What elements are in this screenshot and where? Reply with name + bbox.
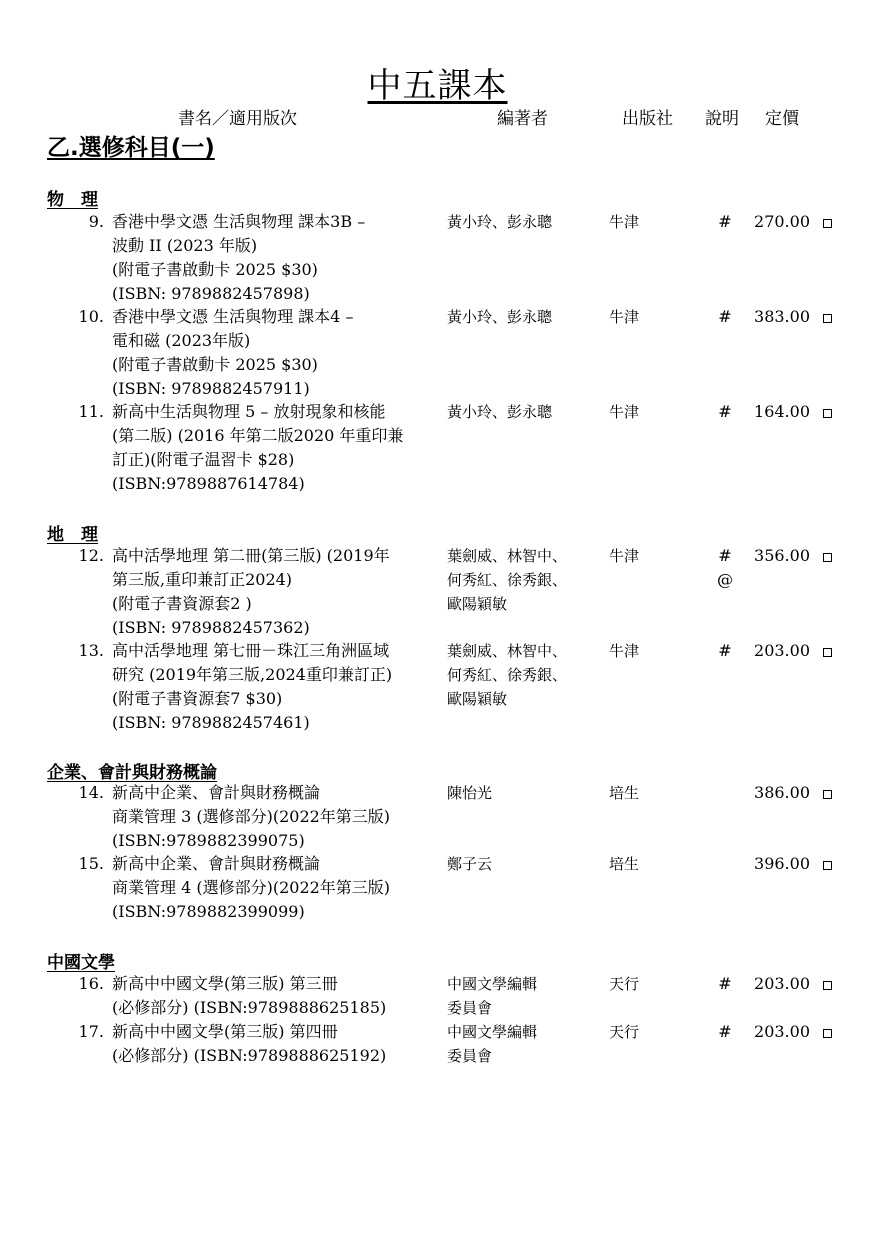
book-title [112,305,442,401]
book-author-line: 委員會 [447,999,493,1017]
book-publisher: 牛津 [609,642,640,660]
book-note-mark: @ [717,570,733,589]
book-author [447,544,607,616]
book-title [112,400,442,496]
book-title-line: 香港中學文憑 生活與物理 課本3B – [112,212,366,231]
book-title-line: 新高中中國文學(第三版) 第四冊 [112,1022,338,1041]
book-number: 13. [78,641,104,660]
book-title-line: 商業管理 3 (選修部分)(2022年第三版) [112,807,391,826]
book-note [712,400,738,424]
order-checkbox[interactable] [823,409,832,418]
book-author [447,1020,607,1068]
book-publisher: 牛津 [609,547,640,565]
book-title-line: (ISBN: 9789882457362) [112,618,310,637]
book-publisher: 天行 [609,1023,640,1041]
book-title [112,210,442,306]
book-number: 11. [78,402,104,421]
order-checkbox[interactable] [823,981,832,990]
book-note-mark [712,852,738,876]
book-title-line: (ISBN:9789882399075) [112,831,305,850]
book-note [712,305,738,329]
order-checkbox[interactable] [823,861,832,870]
book-author-line: 葉劍威、林智中、 [447,642,568,660]
book-title [112,852,442,924]
book-number: 15. [78,854,104,873]
book-title-line: (ISBN: 9789882457911) [112,379,310,398]
order-checkbox[interactable] [823,648,832,657]
book-title-line: 波動 II (2023 年版) [112,236,258,255]
book-author [447,400,607,424]
book-title-line: (ISBN:9789882399099) [112,902,305,921]
book-note-mark [712,781,738,805]
book-note [712,210,738,234]
book-title-line: 第三版,重印兼訂正2024) [112,570,293,589]
book-note [712,781,738,805]
book-title-line: 新高中生活與物理 5 – 放射現象和核能 [112,402,386,421]
book-title-line: (附電子書資源套7 $30) [112,689,283,708]
book-title-line: (ISBN: 9789882457461) [112,713,310,732]
book-note [712,544,738,592]
subject-heading: 企業、會計與財務概論 [47,763,217,783]
book-title-line: 新高中企業、會計與財務概論 [112,854,321,873]
book-author [447,781,607,805]
order-checkbox[interactable] [823,553,832,562]
book-publisher: 牛津 [609,308,640,326]
book-note-mark: # [718,974,732,993]
book-author-line: 黃小玲、彭永聰 [447,403,553,421]
book-author [447,639,607,711]
book-number: 12. [78,546,104,565]
book-title-line: (附電子書啟動卡 2025 $30) [112,355,318,374]
header-price: 定價 [765,109,799,129]
book-publisher: 牛津 [609,213,640,231]
book-author-line: 委員會 [447,1047,493,1065]
subject-heading: 中國文學 [47,953,115,973]
book-author-line: 鄭子云 [447,855,493,873]
book-title [112,639,442,735]
book-author-line: 何秀紅、徐秀銀、 [447,666,568,684]
book-author-line: 歐陽穎敏 [447,690,508,708]
book-title-line: 商業管理 4 (選修部分)(2022年第三版) [112,878,391,897]
book-publisher: 培生 [609,855,640,873]
book-title-line: 新高中中國文學(第三版) 第三冊 [112,974,338,993]
book-author-line: 歐陽穎敏 [447,595,508,613]
page-title: 中五課本 [367,66,508,106]
book-title-line: (附電子書資源套2 ) [112,594,252,613]
header-note: 說明 [705,109,739,129]
book-publisher: 天行 [609,975,640,993]
book-number: 14. [78,783,104,802]
book-note-mark: # [718,307,732,326]
book-title [112,544,442,640]
book-price: 203.00 [754,641,810,660]
book-title-line: (必修部分) (ISBN:9789888625185) [112,998,387,1017]
book-note [712,639,738,663]
header-author: 編著者 [497,109,548,129]
book-number: 16. [78,974,104,993]
book-number: 10. [78,307,104,326]
book-author-line: 葉劍威、林智中、 [447,547,568,565]
order-checkbox[interactable] [823,790,832,799]
book-author-line: 陳怡光 [447,784,493,802]
book-title-line: 香港中學文憑 生活與物理 課本4 – [112,307,354,326]
book-author-line: 中國文學編輯 [447,975,538,993]
book-price: 356.00 [754,546,810,565]
book-title-line: 電和磁 (2023年版) [112,331,251,350]
book-title-line: 高中活學地理 第七冊－珠江三角洲區域 [112,641,390,660]
order-checkbox[interactable] [823,314,832,323]
book-author-line: 黃小玲、彭永聰 [447,308,553,326]
book-author [447,972,607,1020]
order-checkbox[interactable] [823,219,832,228]
book-title-line: (ISBN: 9789882457898) [112,284,310,303]
book-title-line: (第二版) (2016 年第二版2020 年重印兼 [112,426,404,445]
subject-heading: 地 理 [47,525,98,545]
order-checkbox[interactable] [823,1029,832,1038]
section-title: 乙.選修科目(一) [47,135,215,161]
book-note-mark: # [718,1022,732,1041]
book-title-line: (ISBN:9789887614784) [112,474,305,493]
book-note-mark: # [718,546,732,565]
header-title-edition: 書名／適用版次 [178,109,297,129]
book-title-line: 訂正)(附電子温習卡 $28) [112,450,295,469]
book-number: 17. [78,1022,104,1041]
book-author-line: 黃小玲、彭永聰 [447,213,553,231]
book-price: 164.00 [754,402,810,421]
book-title-line: 新高中企業、會計與財務概論 [112,783,321,802]
book-author [447,305,607,329]
book-note-mark: # [718,641,732,660]
book-author-line: 中國文學編輯 [447,1023,538,1041]
header-publisher: 出版社 [622,109,673,129]
book-price: 203.00 [754,974,810,993]
book-price: 383.00 [754,307,810,326]
book-price: 270.00 [754,212,810,231]
book-title [112,972,442,1020]
book-author-line: 何秀紅、徐秀銀、 [447,571,568,589]
book-title-line: 高中活學地理 第二冊(第三版) (2019年 [112,546,390,565]
book-publisher: 培生 [609,784,640,802]
book-note-mark: # [718,212,732,231]
book-note [712,852,738,876]
book-price: 386.00 [754,783,810,802]
book-price: 396.00 [754,854,810,873]
book-note [712,972,738,996]
book-publisher: 牛津 [609,403,640,421]
book-price: 203.00 [754,1022,810,1041]
book-note [712,1020,738,1044]
book-title [112,781,442,853]
book-note-mark: # [718,402,732,421]
subject-heading: 物 理 [47,190,98,210]
book-title-line: 研究 (2019年第三版,2024重印兼訂正) [112,665,393,684]
book-title-line: (附電子書啟動卡 2025 $30) [112,260,318,279]
book-author [447,852,607,876]
book-title [112,1020,442,1068]
book-author [447,210,607,234]
book-title-line: (必修部分) (ISBN:9789888625192) [112,1046,387,1065]
book-number: 9. [88,212,104,231]
